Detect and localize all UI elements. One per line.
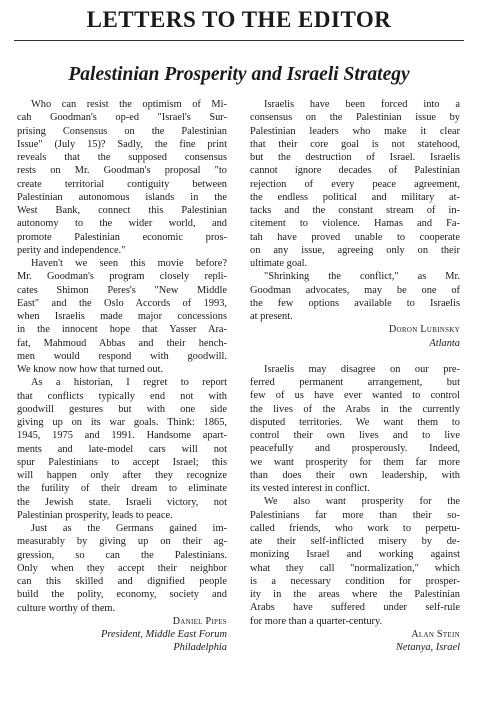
letter-text-line: Mr. Goodman's program closely repli- (17, 271, 227, 283)
signature-name: Doron Lubinsky (389, 324, 460, 336)
letter-text-line: that conflicts typically end not with (17, 390, 227, 402)
signature-title: President, Middle East Forum (100, 629, 227, 640)
letter-text-line: in the innocent hope that Yasser Ara- (17, 324, 227, 336)
signature-location: Philadelphia (173, 642, 227, 654)
letter-text-line: called friends, who work to perpetu- (250, 522, 460, 534)
letter-text-line: the endless political and military at- (250, 191, 460, 203)
letter-text-line: is a necessary condition for prosper- (250, 575, 460, 587)
letter-text-line: Who can resist the optimism of Mi- (31, 99, 227, 110)
letter-text-line: Issue" (July 15)? Sadly, the fine print (17, 138, 227, 150)
letter-text-line: rejection of every peace agreement, (250, 178, 460, 190)
letter-text-line: prising Consensus on the Palestinian (17, 125, 227, 137)
section-title: LETTERS TO THE EDITOR (86, 7, 392, 32)
letter-text-line: tacks and the constant stream of in- (250, 205, 460, 216)
letter-text-line: that their core goal is not statehood, (250, 138, 460, 150)
letter-text-line: ments and late-model cars will not (17, 443, 227, 455)
letter-text-line: will happen only after they recognize (17, 470, 227, 481)
letter-text-line: for more than a quarter-century. (250, 615, 383, 627)
letter-text-line: on any issue, agreeing only on their (250, 244, 460, 256)
headline: Palestinian Prosperity and Israeli Strategy (68, 64, 410, 85)
letter-text-line: cannot ignore decades of Palestinian (250, 165, 460, 177)
letter-text-line: fat, Mahmoud Abbas and their hench- (17, 337, 227, 349)
letter-text-line: consensus on the Palestinian issue by (250, 112, 460, 124)
letter-text-line: citement to violence. Hamas and Fa- (250, 218, 460, 230)
letter-text-line: measurably by giving up on their ag- (17, 536, 227, 548)
letter-text-line: Palestinian leaders who make it clear (250, 125, 460, 137)
letter-text-line: Israelis may disagree on our pre- (264, 363, 460, 375)
letter-text-line: Palestinians far more than their so- (250, 509, 460, 521)
letter-text-line: the Jewish state. Israeli victory, not (17, 496, 227, 508)
letter-3 (250, 350, 460, 655)
letter-text-line: As a historian, I regret to report (31, 377, 227, 389)
letter-text-line: We also want prosperity for the (264, 496, 460, 508)
letter-text-line: cates Shimon Peres's "New Middle (17, 284, 227, 296)
letter-text-line: when Israelis made major concessions (17, 311, 227, 322)
letter-text-line: can this skilled and dignified people (17, 576, 227, 587)
right-column (250, 98, 460, 654)
letter-text-line: Arabs have suffered under self-rule (250, 602, 460, 614)
letter-text-line: the lives of the Arabs in the currently (250, 403, 460, 415)
letter-text-line: Haven't we seen this movie before? (31, 258, 227, 269)
letter-text-line: Israelis have been forced into a (264, 99, 460, 110)
letter-text-line: peacefully and prosperously. Indeed, (250, 443, 460, 455)
letter-text-line: cah Goodman's op-ed "Israel's Sur- (17, 112, 227, 124)
letter-text-line: than does their own leadership, with (250, 469, 460, 481)
letter-text-line: reveals that the supposed consensus (17, 152, 227, 163)
letter-text-line: but the destruction of Israel. Israelis (250, 152, 460, 163)
letter-text-line: its vested interest in conflict. (250, 483, 370, 494)
letter-text-line: East" and the Oslo Accords of 1993, (17, 297, 227, 309)
letter-text-line: giving up on its war goals. Think: 1865, (17, 417, 227, 428)
letter-text-line: control their own lives and to live (250, 430, 460, 441)
letter-text-line: Only when they accept their neighbor (17, 562, 227, 574)
letter-text-line: few of us have ever wanted to control (250, 390, 460, 402)
letter-text-line: tah have proved unable to cooperate (250, 231, 460, 243)
letter-text-line: perity and independence." (17, 244, 126, 256)
left-column (17, 98, 227, 655)
letter-text-line: Palestinian prosperity, leads to peace. (17, 509, 173, 521)
letter-text-line: ate their self-inflicted misery by de- (250, 536, 460, 547)
letter-1 (17, 98, 227, 655)
letter-spacer (250, 350, 460, 363)
letter-2 (250, 98, 460, 350)
letter-text-line: gression, so can the Palestinians. (17, 549, 227, 561)
letter-text-line: ity in the areas where the Palestinian (250, 589, 460, 600)
letter-text-line: the few options available to Israelis (250, 297, 460, 309)
letter-text-line: 1945, 1975 and 1991. Handsome apart- (17, 430, 227, 442)
signature-name: Daniel Pipes (172, 615, 227, 627)
letter-text-line: we want prosperity for them far more (250, 456, 460, 468)
letter-text-line: monizing Israel and working against (250, 549, 460, 561)
letter-text-line: rests on Mr. Goodman's proposal "to (17, 165, 227, 177)
letter-text-line: build the polity, economy, society and (17, 589, 227, 601)
letter-text-line: promote Palestinian economic pros- (17, 231, 227, 243)
letter-text-line: goodwill gestures but with one side (17, 403, 227, 415)
letter-text-line: We know now how that turned out. (17, 364, 164, 375)
signature-name: Alan Stein (411, 628, 460, 640)
letter-text-line: "Shrinking the conflict," as Mr. (264, 271, 460, 283)
letter-text-line: the futility of their dream to eliminate (17, 483, 227, 495)
letter-text-line: men would respond with goodwill. (17, 350, 227, 362)
letter-text-line: culture worthy of them. (17, 602, 116, 614)
signature-location: Atlanta (429, 337, 460, 349)
divider-rule (14, 40, 464, 41)
letter-text-line: Just as the Germans gained im- (31, 523, 227, 534)
letter-text-line: ultimate goal. (250, 258, 308, 269)
letter-text-line: at present. (250, 311, 293, 322)
letter-text-line: spur Palestinians to accept Israel; this (17, 456, 227, 468)
letter-text-line: Goodman advocates, may be one of (250, 284, 460, 296)
letter-text-line: disputed territories. We want them to (250, 416, 460, 428)
letter-text-line: ferred permanent arrangement, but (250, 377, 460, 388)
signature-location: Netanya, Israel (395, 642, 460, 653)
letter-text-line: create territorial contiguity between (17, 178, 227, 190)
letter-text-line: autonomy to the wider world, and (17, 218, 227, 230)
letter-text-line: Palestinian autonomous islands in the (17, 191, 227, 203)
letter-text-line: what they call "normalization," which (250, 562, 460, 574)
letter-text-line: West Bank, connect this Palestinian (17, 205, 227, 216)
